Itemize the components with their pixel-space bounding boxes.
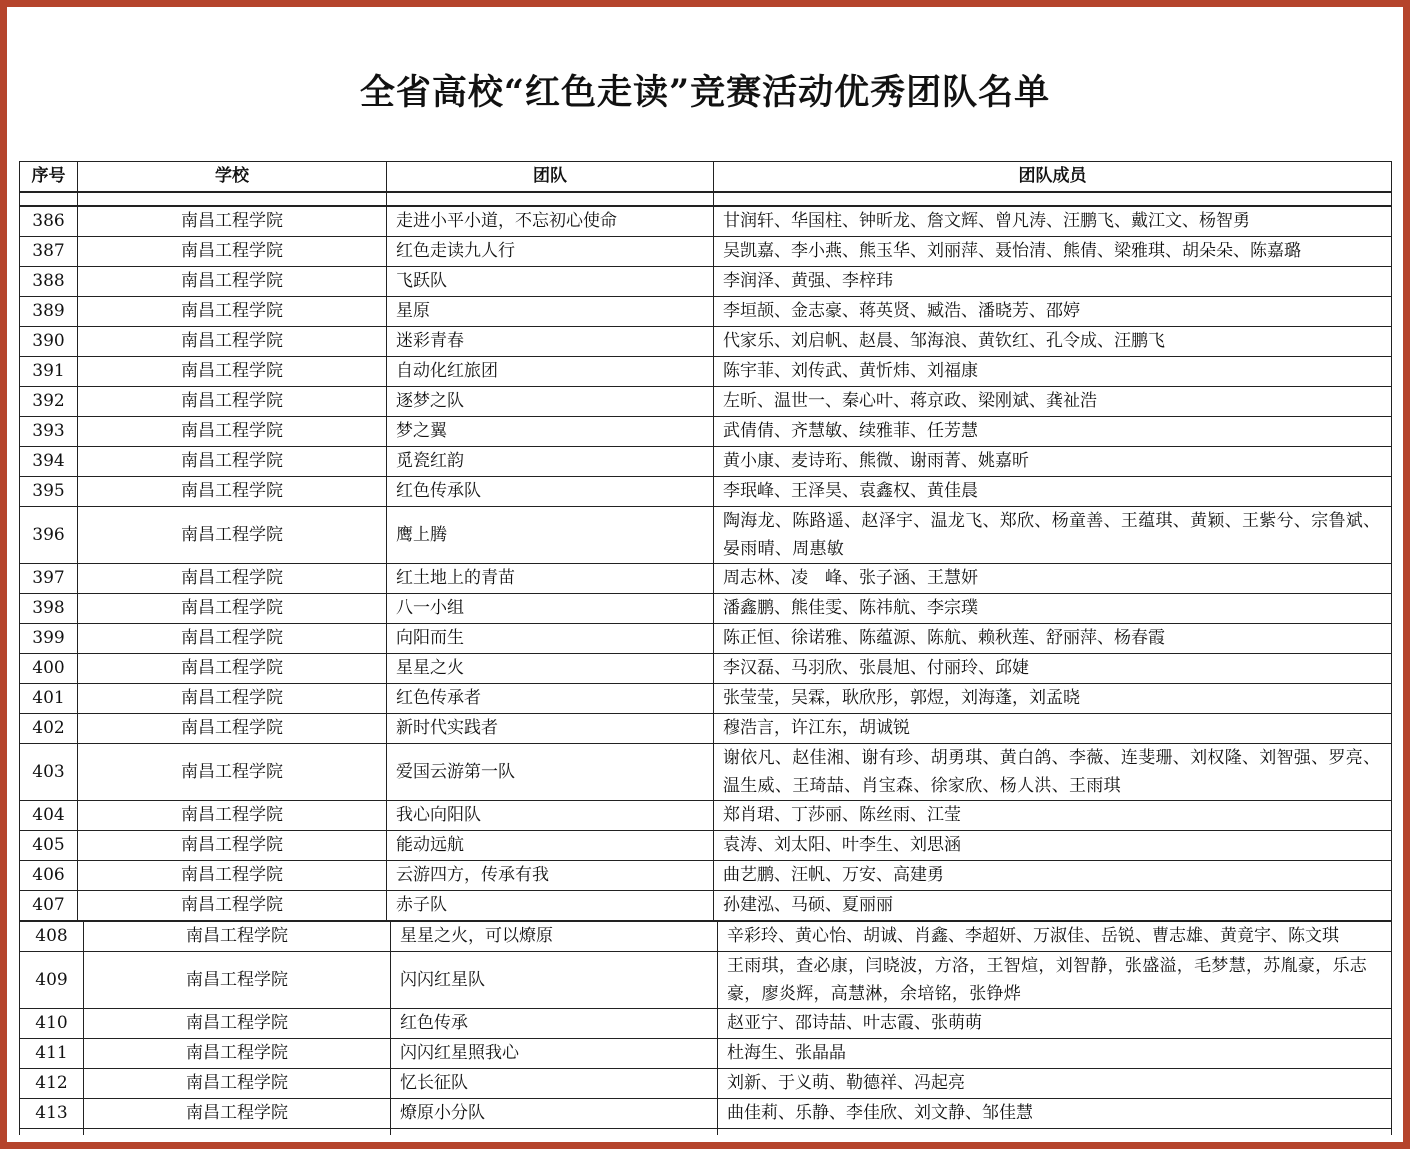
team-name: 逐梦之队 [387,387,714,417]
school-name: 南昌工程学院 [78,831,387,861]
table-row [20,654,1392,684]
table-row [20,624,1392,654]
table-row [20,507,1392,564]
school-name: 南昌工程学院 [84,1009,391,1039]
table-row [20,267,1392,297]
team-members: 陶海龙、陈路遥、赵泽宇、温龙飞、郑欣、杨童善、王蕴琪、黄颖、王紫兮、宗鲁斌、晏雨晴、周惠敏 [714,507,1392,564]
team-name: 红色传承队 [387,477,714,507]
team-name: 星星之火 [387,654,714,684]
school-name: 南昌工程学院 [84,1039,391,1069]
team-members: 刘新、于义萌、勒德祥、冯起亮 [718,1069,1392,1099]
table-row [20,861,1392,891]
team-members: 王雨琪，查必康，闫晓波，方洛，王智煊，刘智静，张盛溢，毛梦慧，苏胤豪，乐志豪，廖炎辉，高慧淋，余培铭，张铮烨 [718,952,1392,1009]
school-name: 南昌工程学院 [78,861,387,891]
row-number: 410 [20,1009,84,1039]
table-row [20,684,1392,714]
spacer-cell [387,192,714,206]
team-members: 张莹莹，吴霖，耿欣彤，郭煜，刘海蓬，刘孟晓 [714,684,1392,714]
row-number: 409 [20,952,84,1009]
table-row [20,357,1392,387]
school-name: 南昌工程学院 [84,952,391,1009]
row-number: 398 [20,594,78,624]
team-members: 吴凯嘉、李小燕、熊玉华、刘丽萍、聂怡清、熊倩、梁雅琪、胡朵朵、陈嘉璐 [714,237,1392,267]
table-row [20,477,1392,507]
school-name: 南昌工程学院 [84,1069,391,1099]
row-number: 406 [20,861,78,891]
team-name: 红色传承 [391,1009,718,1039]
table-row [20,1039,1392,1069]
row-number: 404 [20,801,78,831]
tail-cell [391,1129,718,1136]
table-row [20,387,1392,417]
team-name: 闪闪红星照我心 [391,1039,718,1069]
school-name: 南昌工程学院 [84,922,391,952]
school-name: 南昌工程学院 [78,447,387,477]
school-name: 南昌工程学院 [78,267,387,297]
school-name: 南昌工程学院 [78,357,387,387]
row-number: 390 [20,327,78,357]
row-number: 395 [20,477,78,507]
table-header [19,161,1392,206]
team-name: 鹰上腾 [387,507,714,564]
table-row [20,891,1392,921]
team-members: 左昕、温世一、秦心叶、蒋京政、梁刚斌、龚祉浩 [714,387,1392,417]
school-name: 南昌工程学院 [78,714,387,744]
row-number: 407 [20,891,78,921]
team-members: 杜海生、张晶晶 [718,1039,1392,1069]
team-name: 新时代实践者 [387,714,714,744]
table-row [20,952,1392,1009]
header-num: 序号 [20,162,78,193]
team-members: 穆浩言，许江东，胡诚锐 [714,714,1392,744]
school-name: 南昌工程学院 [78,417,387,447]
school-name: 南昌工程学院 [78,594,387,624]
row-number: 402 [20,714,78,744]
school-name: 南昌工程学院 [78,624,387,654]
team-members: 代家乐、刘启帆、赵晨、邹海浪、黄钦红、孔令成、汪鹏飞 [714,327,1392,357]
team-name: 能动远航 [387,831,714,861]
row-number: 389 [20,297,78,327]
team-name: 赤子队 [387,891,714,921]
team-members: 李汉磊、马羽欣、张晨旭、付丽玲、邱婕 [714,654,1392,684]
team-name: 梦之翼 [387,417,714,447]
table-row [20,714,1392,744]
table-row [20,1099,1392,1129]
team-members: 周志林、凌 峰、张子涵、王慧妍 [714,564,1392,594]
school-name: 南昌工程学院 [78,237,387,267]
team-name: 星星之火，可以燎原 [391,922,718,952]
row-number: 399 [20,624,78,654]
team-name: 云游四方，传承有我 [387,861,714,891]
table-row [20,327,1392,357]
tail-cell [718,1129,1392,1136]
table-row [20,297,1392,327]
team-members: 谢依凡、赵佳湘、谢有珍、胡勇琪、黄白鸽、李薇、连斐珊、刘权隆、刘智强、罗亮、温生威、王琦喆、肖宝森、徐家欣、杨人洪、王雨琪 [714,744,1392,801]
table-row [20,744,1392,801]
table-row [20,831,1392,861]
team-members: 曲艺鹏、汪帆、万安、高建勇 [714,861,1392,891]
row-number: 396 [20,507,78,564]
table-row [20,207,1392,237]
spacer-cell [78,192,387,206]
team-members: 武倩倩、齐慧敏、续雅菲、任芳慧 [714,417,1392,447]
school-name: 南昌工程学院 [78,207,387,237]
team-name: 飞跃队 [387,267,714,297]
row-number: 397 [20,564,78,594]
team-name: 闪闪红星队 [391,952,718,1009]
row-number: 403 [20,744,78,801]
header-school: 学校 [78,162,387,193]
team-name: 走进小平小道，不忘初心使命 [387,207,714,237]
team-name: 燎原小分队 [391,1099,718,1129]
team-name: 向阳而生 [387,624,714,654]
row-number: 411 [20,1039,84,1069]
tail-cell [84,1129,391,1136]
team-members: 潘鑫鹏、熊佳雯、陈祎航、李宗璞 [714,594,1392,624]
row-number: 400 [20,654,78,684]
team-members: 曲佳莉、乐静、李佳欣、刘文静、邹佳慧 [718,1099,1392,1129]
row-number: 388 [20,267,78,297]
school-name: 南昌工程学院 [78,744,387,801]
team-name: 自动化红旅团 [387,357,714,387]
team-members: 辛彩玲、黄心怡、胡诚、肖鑫、李超妍、万淑佳、岳锐、曹志雄、黄竟宇、陈文琪 [718,922,1392,952]
school-name: 南昌工程学院 [84,1099,391,1129]
table-row [20,564,1392,594]
table-tail-row [20,1129,1392,1136]
team-name: 红土地上的青苗 [387,564,714,594]
table-row [20,801,1392,831]
team-name: 星原 [387,297,714,327]
team-members: 甘润轩、华国柱、钟昕龙、詹文辉、曾凡涛、汪鹏飞、戴江文、杨智勇 [714,207,1392,237]
team-name: 八一小组 [387,594,714,624]
header-members: 团队成员 [714,162,1392,193]
table-row [20,447,1392,477]
team-members: 郑肖珺、丁莎丽、陈丝雨、江莹 [714,801,1392,831]
row-number: 387 [20,237,78,267]
team-name: 忆长征队 [391,1069,718,1099]
table-row [20,1009,1392,1039]
row-number: 412 [20,1069,84,1099]
school-name: 南昌工程学院 [78,387,387,417]
school-name: 南昌工程学院 [78,891,387,921]
school-name: 南昌工程学院 [78,654,387,684]
spacer-cell [20,192,78,206]
team-name: 迷彩青春 [387,327,714,357]
tail-cell [20,1129,84,1136]
table-row [20,417,1392,447]
row-number: 391 [20,357,78,387]
school-name: 南昌工程学院 [78,564,387,594]
table-row [20,922,1392,952]
school-name: 南昌工程学院 [78,477,387,507]
team-table-block-2 [19,921,1392,1135]
row-number: 392 [20,387,78,417]
school-name: 南昌工程学院 [78,297,387,327]
table-row [20,1069,1392,1099]
team-members: 孙建泓、马硕、夏丽丽 [714,891,1392,921]
school-name: 南昌工程学院 [78,507,387,564]
header-spacer-row [20,192,1392,206]
team-members: 陈宇菲、刘传武、黄忻炜、刘福康 [714,357,1392,387]
team-name: 爱国云游第一队 [387,744,714,801]
header-team: 团队 [387,162,714,193]
table-row [20,237,1392,267]
row-number: 401 [20,684,78,714]
row-number: 413 [20,1099,84,1129]
team-name: 红色传承者 [387,684,714,714]
team-name: 我心向阳队 [387,801,714,831]
team-table-block-1 [19,206,1392,921]
team-members: 赵亚宁、邵诗喆、叶志霞、张萌萌 [718,1009,1392,1039]
row-number: 408 [20,922,84,952]
team-members: 黄小康、麦诗珩、熊微、谢雨菁、姚嘉昕 [714,447,1392,477]
team-members: 李垣颉、金志豪、蒋英贤、臧浩、潘晓芳、邵婷 [714,297,1392,327]
team-members: 李珉峰、王泽昊、袁鑫权、黄佳晨 [714,477,1392,507]
row-number: 386 [20,207,78,237]
team-name: 觅瓷红韵 [387,447,714,477]
team-name: 红色走读九人行 [387,237,714,267]
row-number: 405 [20,831,78,861]
team-members: 袁涛、刘太阳、叶李生、刘思涵 [714,831,1392,861]
school-name: 南昌工程学院 [78,684,387,714]
row-number: 394 [20,447,78,477]
header-row [20,162,1392,193]
team-members: 李润泽、黄强、李梓玮 [714,267,1392,297]
spacer-cell [714,192,1392,206]
team-members: 陈正恒、徐诺雅、陈蕴源、陈航、赖秋莲、舒丽萍、杨春霞 [714,624,1392,654]
page-title: 全省高校“红色走读”竞赛活动优秀团队名单 [359,72,1051,113]
school-name: 南昌工程学院 [78,801,387,831]
table-row [20,594,1392,624]
school-name: 南昌工程学院 [78,327,387,357]
row-number: 393 [20,417,78,447]
